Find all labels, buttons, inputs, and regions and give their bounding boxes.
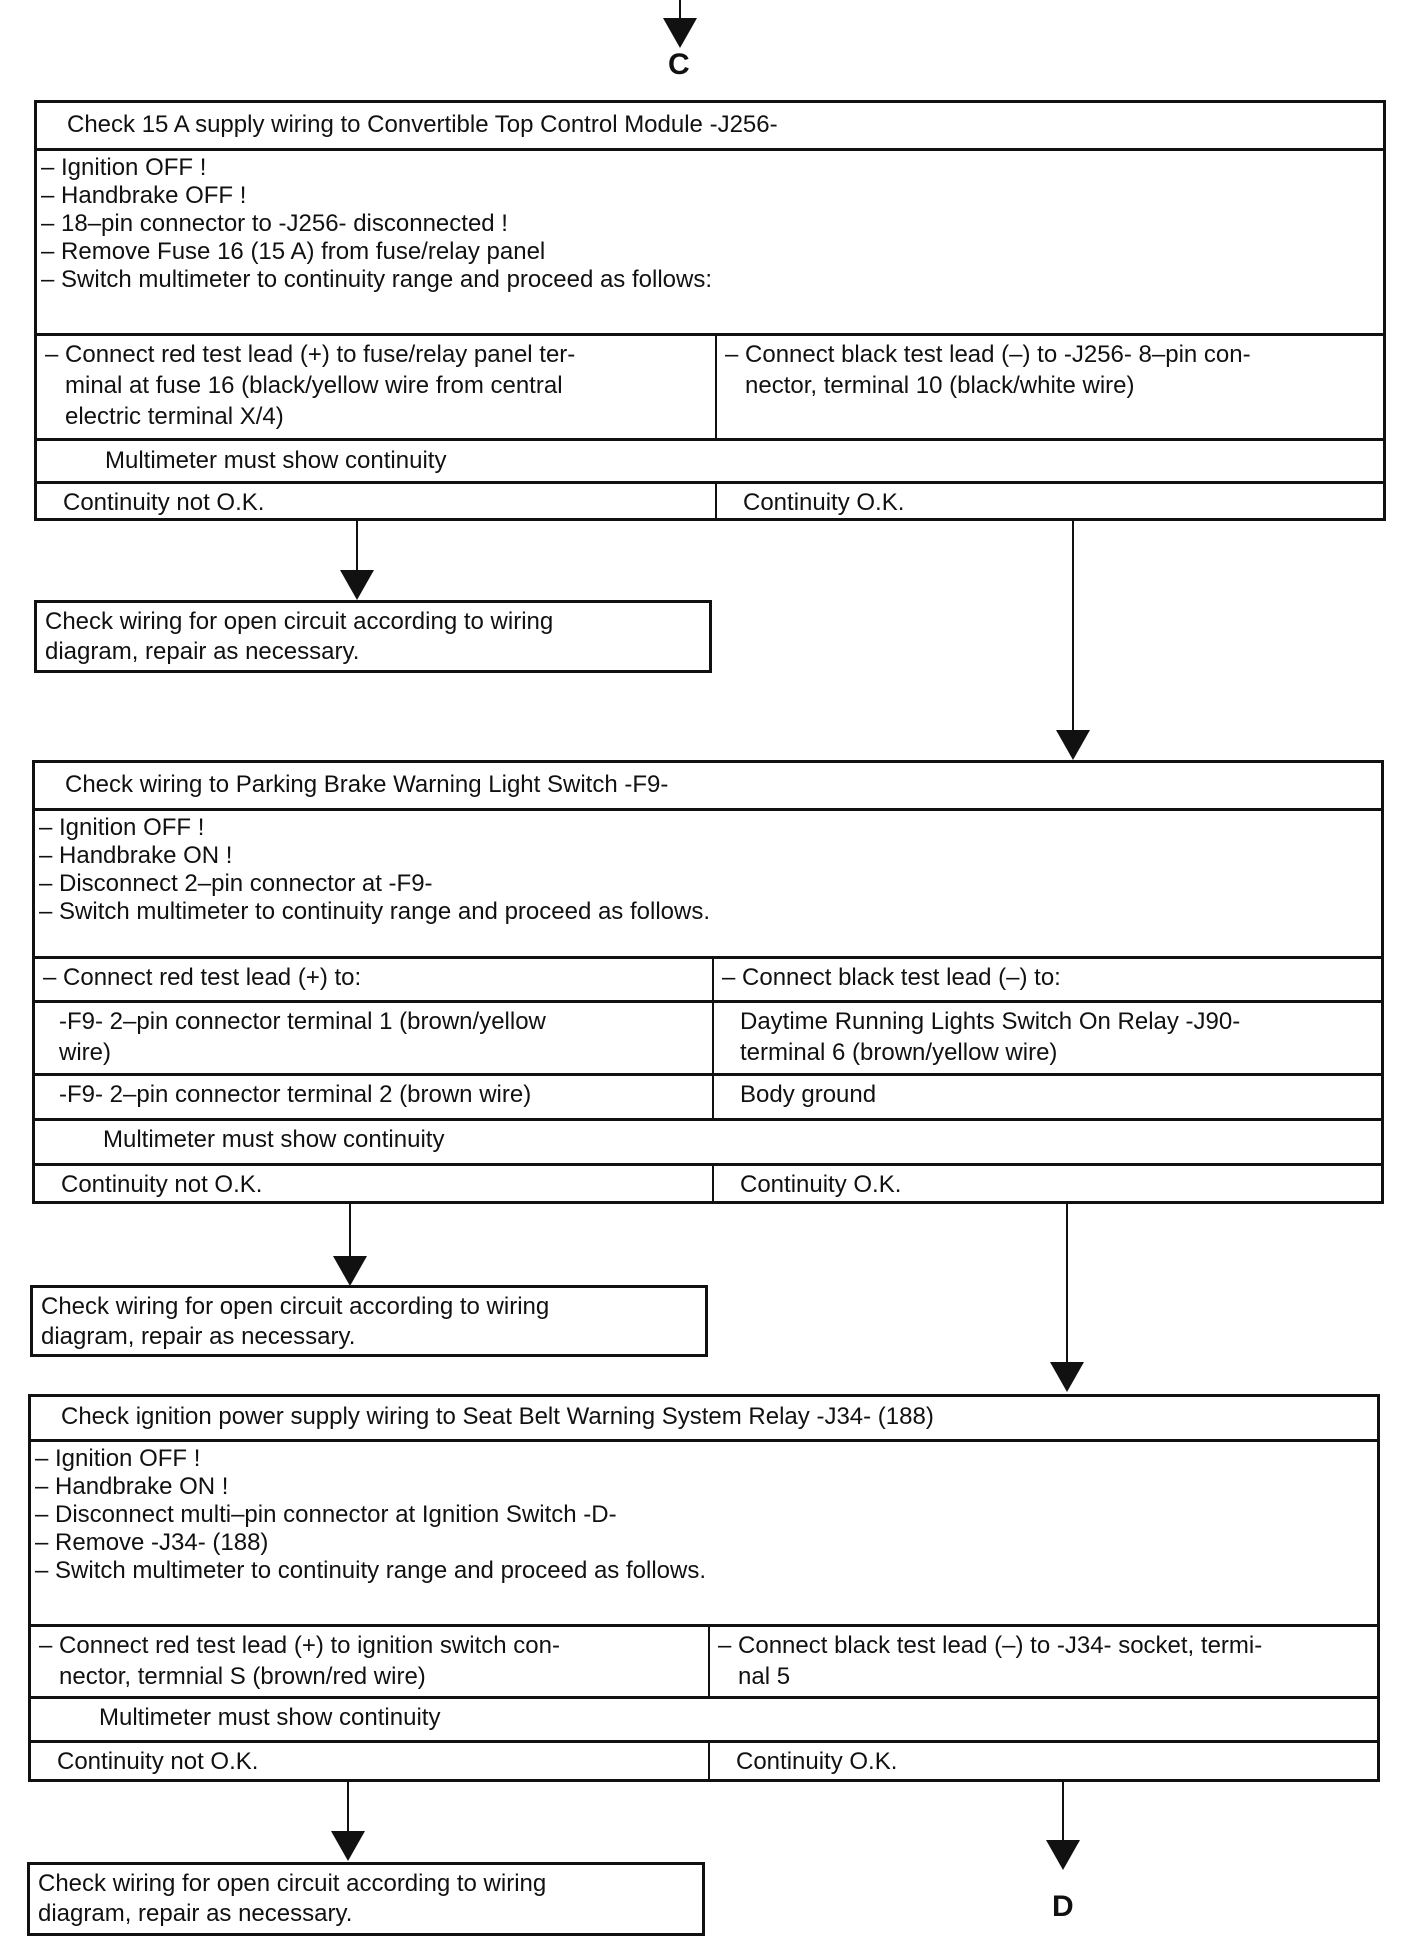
result-fail-label: Continuity not O.K. (57, 1748, 259, 1775)
black-lead-instruction (708, 1627, 1377, 1696)
requirement-row (31, 1696, 1377, 1740)
steps-list (35, 811, 1381, 926)
instruction-line: – Connect red test lead (+) to fuse/relay panel ter- (45, 341, 576, 368)
result-fail (35, 1166, 712, 1201)
instruction-line: electric terminal X/4) (65, 403, 284, 430)
black-lead-terminal (712, 1076, 1381, 1118)
result-pass (708, 1743, 1377, 1779)
check-block-f9 (32, 760, 1384, 1204)
black-lead-instruction (715, 336, 1383, 438)
result-pass (715, 484, 1383, 521)
result-row (31, 1740, 1377, 1779)
check-block-j34 (28, 1394, 1380, 1782)
exit-arrow-icon (1046, 1840, 1080, 1870)
result-fail (31, 1743, 708, 1779)
fail-arrow-line (347, 1782, 349, 1834)
red-lead-terminal (35, 1076, 712, 1118)
step-item: – Disconnect 2–pin connector at -F9- (39, 870, 433, 897)
steps-row (37, 148, 1383, 333)
result-pass-label: Continuity O.K. (740, 1171, 902, 1198)
instruction-line: nector, termnial S (brown/red wire) (59, 1663, 426, 1690)
requirement-text: Multimeter must show continuity (105, 447, 447, 474)
repair-line: Check wiring for open circuit according to wiring (41, 1293, 550, 1320)
terminal-row-1 (35, 1000, 1381, 1073)
repair-line: diagram, repair as necessary. (41, 1323, 356, 1350)
step-item: – Switch multimeter to continuity range and proceed as follows. (39, 898, 711, 925)
steps-list (37, 151, 1383, 294)
repair-line: diagram, repair as necessary. (38, 1900, 353, 1927)
result-row (37, 481, 1383, 521)
step-item: – Ignition OFF ! (35, 1445, 201, 1472)
step-item: – Remove Fuse 16 (15 A) from fuse/relay panel (41, 238, 546, 265)
pass-arrow-icon (1050, 1362, 1084, 1392)
terminal-line: -F9- 2–pin connector terminal 1 (brown/yellow (59, 1008, 546, 1035)
instruction-line: – Connect black test lead (–) to -J34- socket, termi- (718, 1632, 1263, 1659)
requirement-text: Multimeter must show continuity (103, 1126, 445, 1153)
result-pass-label: Continuity O.K. (736, 1748, 898, 1775)
red-lead-instruction (31, 1627, 708, 1696)
result-fail (37, 484, 715, 521)
block-title-row (35, 763, 1381, 808)
step-item: – Handbrake ON ! (39, 842, 233, 869)
step-item: – 18–pin connector to -J256- disconnected ! (41, 210, 508, 237)
black-lead-header (712, 959, 1381, 1000)
requirement-row (35, 1118, 1381, 1163)
result-pass (712, 1166, 1381, 1201)
instruction-line: – Connect black test lead (–) to -J256- 8–pin con- (725, 341, 1251, 368)
result-fail-label: Continuity not O.K. (61, 1171, 263, 1198)
steps-list (31, 1442, 1377, 1585)
step-item: – Switch multimeter to continuity range and proceed as follows: (41, 266, 713, 293)
result-row (35, 1163, 1381, 1201)
terminal-row-2 (35, 1073, 1381, 1118)
block-title-row (31, 1397, 1377, 1439)
instruction-line: minal at fuse 16 (black/yellow wire from central (65, 372, 563, 399)
fail-arrow-line (356, 521, 358, 573)
connector-d-label: D (1052, 1890, 1074, 1923)
connector-c-label: C (668, 48, 690, 81)
black-lead-header-label: – Connect black test lead (–) to: (722, 964, 1061, 991)
steps-row (31, 1439, 1377, 1624)
requirement-text: Multimeter must show continuity (99, 1704, 441, 1731)
entry-arrow-icon (663, 18, 697, 48)
repair-box (34, 600, 712, 673)
red-lead-header-label: – Connect red test lead (+) to: (43, 964, 362, 991)
red-lead-instruction (37, 336, 715, 438)
steps-row (35, 808, 1381, 956)
pass-arrow-icon (1056, 730, 1090, 760)
step-item: – Remove -J34- (188) (35, 1529, 269, 1556)
repair-line: Check wiring for open circuit according to wiring (45, 608, 554, 635)
block-title-row (37, 103, 1383, 148)
repair-line: Check wiring for open circuit according to wiring (38, 1870, 547, 1897)
pass-arrow-line (1066, 1204, 1068, 1366)
result-fail-label: Continuity not O.K. (63, 489, 265, 516)
step-item: – Ignition OFF ! (41, 154, 207, 181)
step-item: – Ignition OFF ! (39, 814, 205, 841)
fail-arrow-line (349, 1204, 351, 1259)
fail-arrow-icon (331, 1831, 365, 1861)
exit-arrow-line (1062, 1782, 1064, 1844)
requirement-row (37, 438, 1383, 481)
result-pass-label: Continuity O.K. (743, 489, 905, 516)
step-item: – Disconnect multi–pin connector at Ignition Switch -D- (35, 1501, 617, 1528)
fail-arrow-icon (333, 1256, 367, 1286)
step-item: – Handbrake OFF ! (41, 182, 247, 209)
check-block-j256 (34, 100, 1386, 521)
repair-line: diagram, repair as necessary. (45, 638, 360, 665)
red-lead-header (35, 959, 712, 1000)
pass-arrow-line (1072, 521, 1074, 733)
repair-box (27, 1862, 705, 1936)
terminal-line: Body ground (740, 1081, 877, 1108)
lead-header-row (35, 956, 1381, 1000)
step-item: – Handbrake ON ! (35, 1473, 229, 1500)
red-lead-terminal (35, 1003, 712, 1073)
instruction-line: – Connect red test lead (+) to ignition switch con- (39, 1632, 560, 1659)
test-lead-row (31, 1624, 1377, 1696)
block-title: Check wiring to Parking Brake Warning Light Switch -F9- (65, 771, 669, 798)
terminal-line: -F9- 2–pin connector terminal 2 (brown wire) (59, 1081, 532, 1108)
terminal-line: Daytime Running Lights Switch On Relay -J90- (740, 1008, 1241, 1035)
terminal-line: wire) (59, 1039, 111, 1066)
test-lead-row (37, 333, 1383, 438)
repair-box (30, 1285, 708, 1357)
instruction-line: nector, terminal 10 (black/white wire) (745, 372, 1135, 399)
fail-arrow-icon (340, 570, 374, 600)
step-item: – Switch multimeter to continuity range and proceed as follows. (35, 1557, 707, 1584)
block-title: Check ignition power supply wiring to Seat Belt Warning System Relay -J34- (188) (61, 1403, 934, 1430)
block-title: Check 15 A supply wiring to Convertible Top Control Module -J256- (67, 111, 778, 138)
terminal-line: terminal 6 (brown/yellow wire) (740, 1039, 1058, 1066)
instruction-line: nal 5 (738, 1663, 791, 1690)
black-lead-terminal (712, 1003, 1381, 1073)
